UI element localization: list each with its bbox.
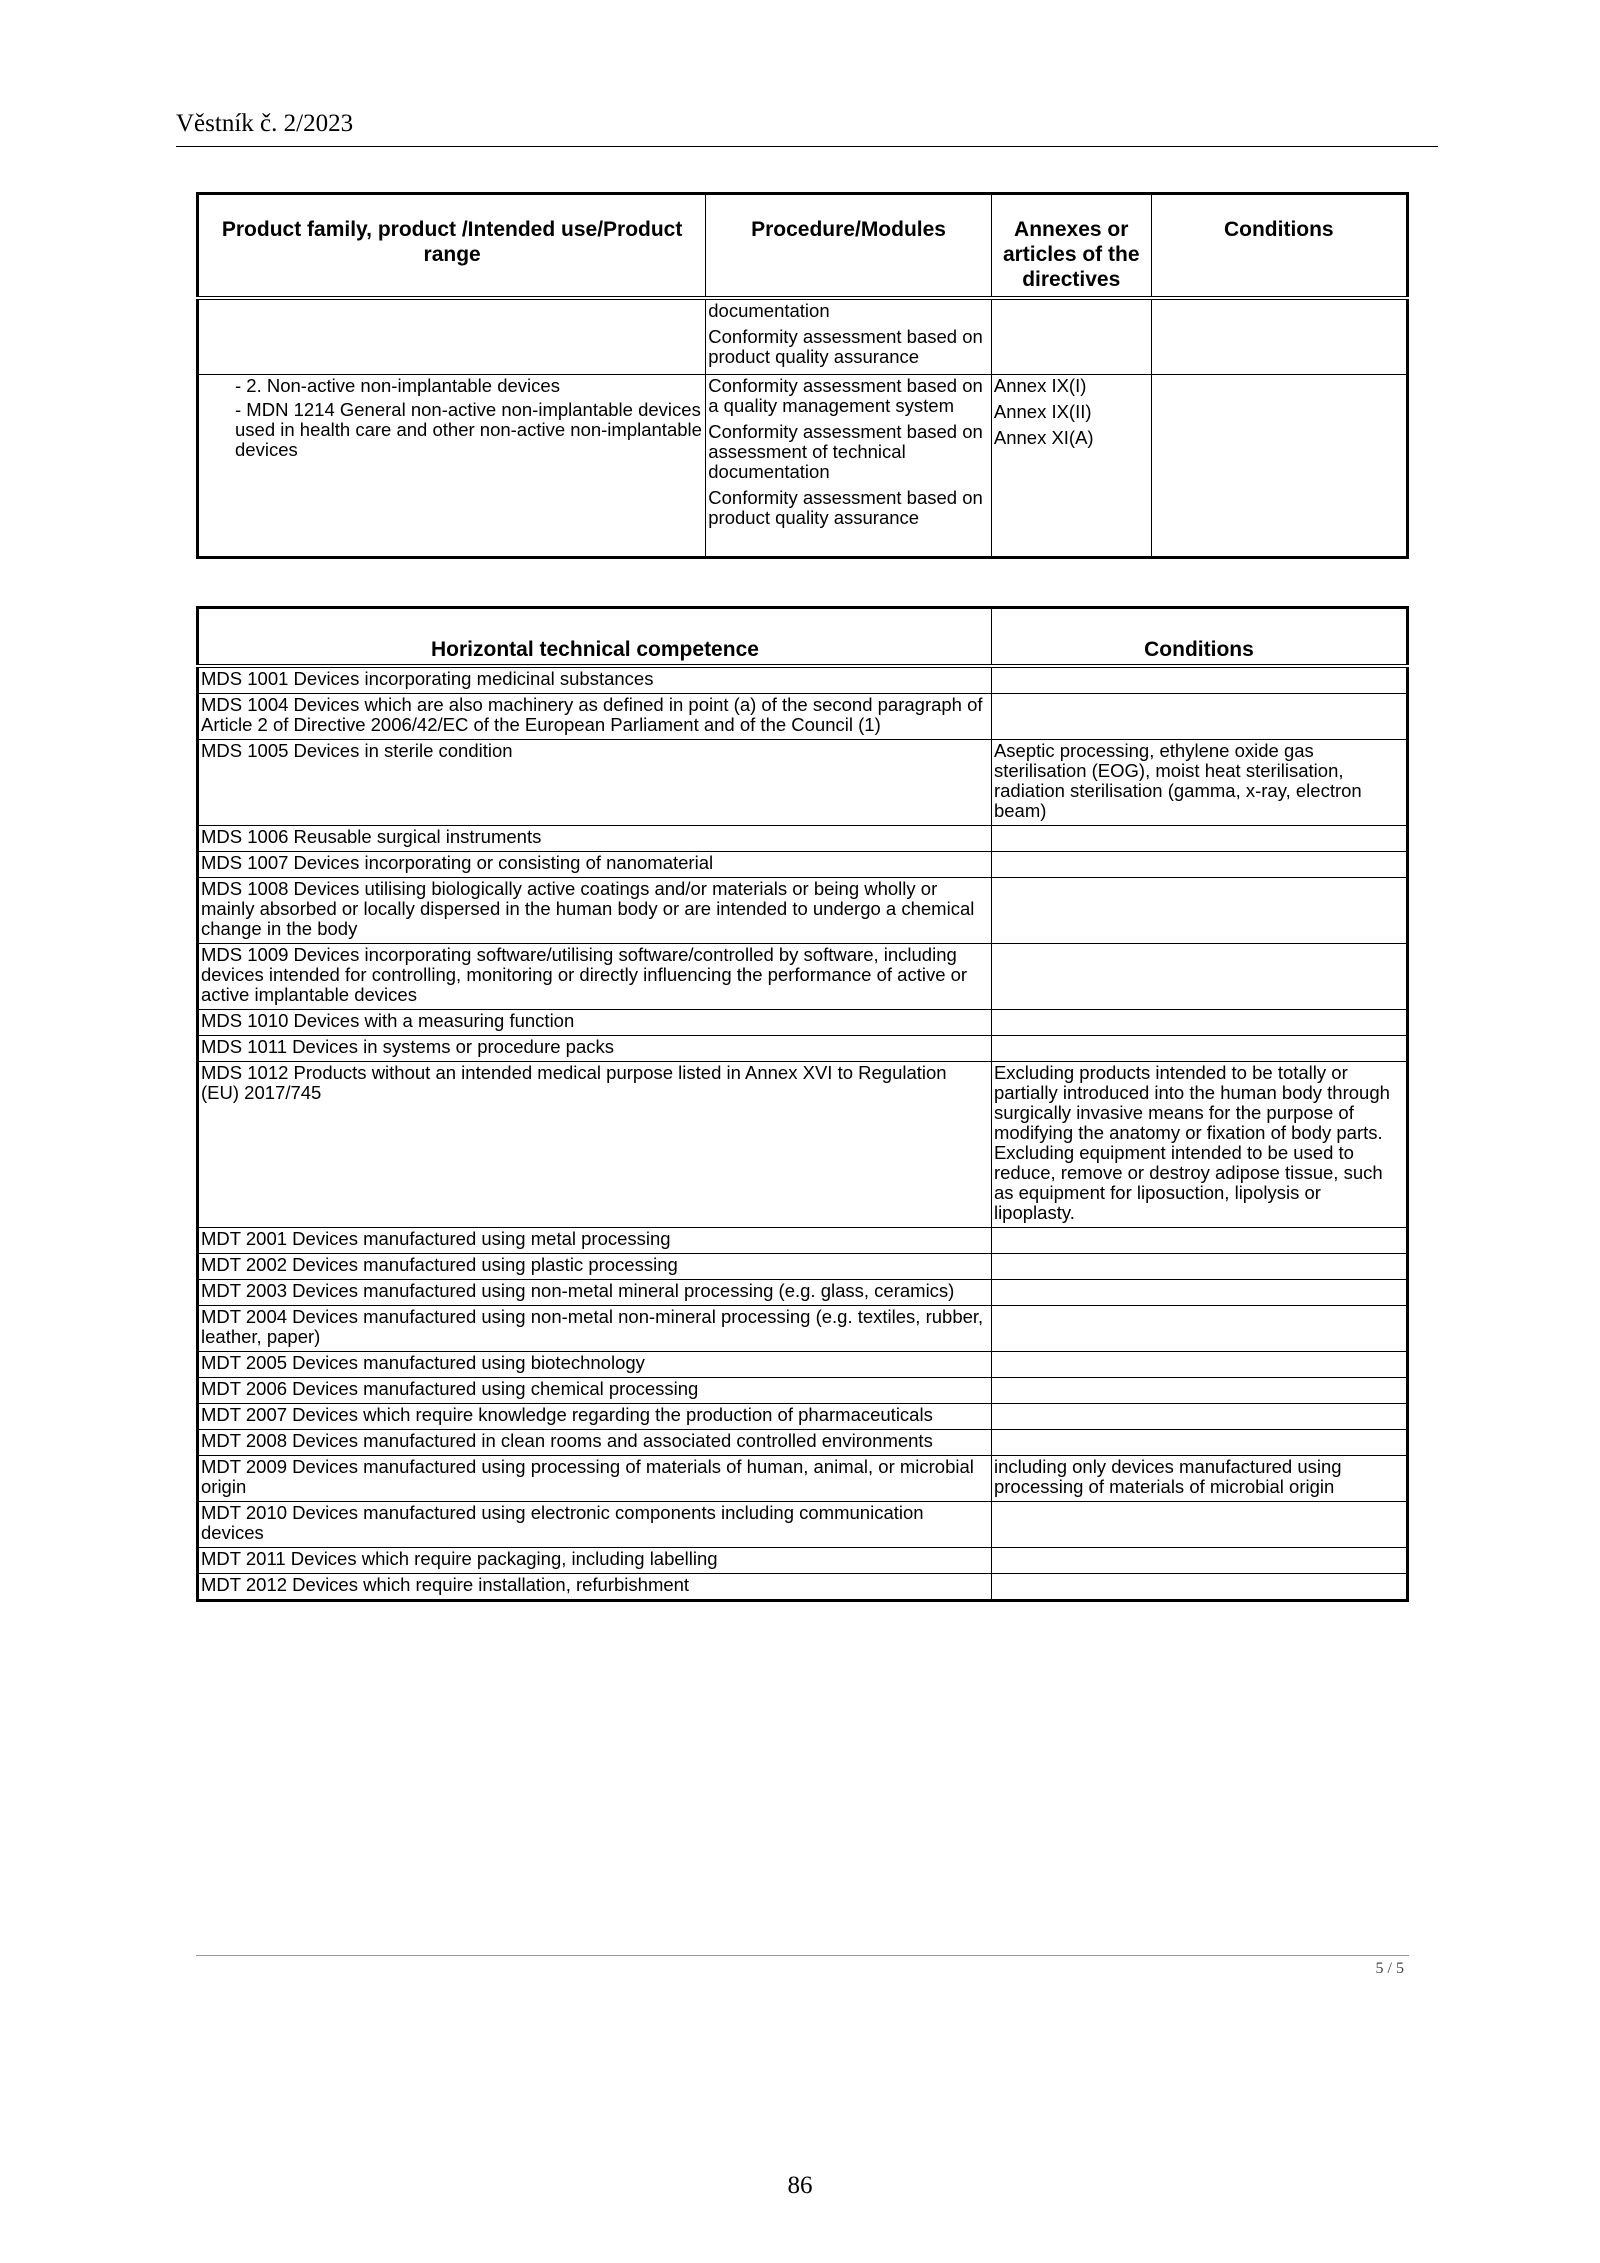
table-row — [198, 1404, 1408, 1430]
conditions-cell — [991, 852, 1407, 878]
table-header-row — [198, 194, 1408, 299]
conditions-cell — [991, 694, 1407, 740]
horizontal-competence-table — [196, 606, 1409, 1602]
table-row — [198, 1010, 1408, 1036]
conditions-cell — [991, 1378, 1407, 1404]
annex-text: Annex IX(I) — [993, 374, 1087, 396]
footer-rule — [196, 1955, 1409, 1956]
table-row — [198, 1574, 1408, 1601]
conditions-cell — [1151, 298, 1407, 374]
procedure-text: Conformity assessment based on product quality assurance — [708, 326, 983, 367]
competence-cell: MDS 1008 Devices utilising biologically active coatings and/or materials or being wholly or mainly absorbed or locally dispersed in the human body or are intended to undergo a chemical change in the body — [198, 878, 992, 944]
table-row — [198, 666, 1408, 694]
competence-cell: MDS 1011 Devices in systems or procedure packs — [198, 1036, 992, 1062]
conditions-cell — [991, 878, 1407, 944]
competence-cell: MDT 2009 Devices manufactured using processing of materials of human, animal, or microbial origin — [198, 1456, 992, 1502]
competence-cell: MDS 1009 Devices incorporating software/utilising software/controlled by software, including devices intended for controlling, monitoring or directly influencing the performance of active or active implantable devices — [198, 944, 992, 1010]
competence-cell: MDT 2002 Devices manufactured using plastic processing — [198, 1254, 992, 1280]
table-row — [198, 1280, 1408, 1306]
conditions-cell — [991, 1010, 1407, 1036]
header-rule — [176, 146, 1438, 147]
product-procedure-table — [196, 192, 1409, 559]
table-header-row — [198, 608, 1408, 667]
competence-cell: MDS 1001 Devices incorporating medicinal substances — [198, 666, 992, 694]
annex-text: Annex XI(A) — [993, 426, 1094, 448]
conditions-cell — [991, 1036, 1407, 1062]
procedure-text: documentation — [708, 300, 830, 321]
competence-cell: MDT 2008 Devices manufactured in clean rooms and associated controlled environments — [198, 1430, 992, 1456]
competence-cell: MDS 1005 Devices in sterile condition — [198, 740, 992, 826]
table-row — [198, 694, 1408, 740]
competence-cell: MDT 2005 Devices manufactured using biotechnology — [198, 1352, 992, 1378]
competence-cell: MDT 2011 Devices which require packaging, including labelling — [198, 1548, 992, 1574]
conditions-cell — [991, 666, 1407, 694]
annex-text: Annex IX(II) — [993, 400, 1092, 422]
table-row — [198, 826, 1408, 852]
conditions-cell — [991, 826, 1407, 852]
col-header-procedure: Procedure/Modules — [706, 194, 992, 299]
annex-cell — [991, 298, 1151, 374]
procedure-cell — [706, 298, 992, 374]
procedure-cell — [706, 374, 992, 557]
table-row — [198, 1036, 1408, 1062]
table-row — [198, 852, 1408, 878]
table-row — [198, 1062, 1408, 1228]
annex-cell — [991, 374, 1151, 557]
conditions-cell — [991, 1280, 1407, 1306]
product-cell — [198, 374, 706, 557]
competence-cell: MDS 1012 Products without an intended medical purpose listed in Annex XVI to Regulation (EU) 2017/745 — [198, 1062, 992, 1228]
competence-cell: MDT 2010 Devices manufactured using electronic components including communication devices — [198, 1502, 992, 1548]
journal-title: Věstník č. 2/2023 — [176, 110, 354, 137]
product-cell — [198, 298, 706, 374]
product-family-text: - 2. Non-active non-implantable devices — [235, 374, 560, 396]
conditions-cell — [991, 1404, 1407, 1430]
conditions-cell — [1151, 374, 1407, 557]
competence-cell: MDS 1006 Reusable surgical instruments — [198, 826, 992, 852]
col-header-conditions: Conditions — [1151, 194, 1407, 299]
product-text: - MDN 1214 General non-active non-implantable devices used in health care and other non-active non-implantable devices — [235, 398, 702, 460]
table-row — [198, 374, 1408, 557]
col-header-conditions: Conditions — [991, 608, 1407, 667]
procedure-text: Conformity assessment based on product quality assurance — [708, 486, 983, 528]
conditions-cell — [991, 1502, 1407, 1548]
competence-cell: MDT 2001 Devices manufactured using metal processing — [198, 1228, 992, 1254]
table-row — [198, 1228, 1408, 1254]
table-row — [198, 1306, 1408, 1352]
conditions-cell: including only devices manufactured using processing of materials of microbial origin — [991, 1456, 1407, 1502]
col-header-product: Product family, product /Intended use/Product range — [198, 194, 706, 299]
table-row — [198, 1378, 1408, 1404]
page-number: 86 — [787, 2172, 813, 2199]
conditions-cell — [991, 944, 1407, 1010]
competence-cell: MDS 1007 Devices incorporating or consisting of nanomaterial — [198, 852, 992, 878]
col-header-annexes: Annexes or articles of the directives — [991, 194, 1151, 299]
conditions-cell: Excluding products intended to be totally or partially introduced into the human body through surgically invasive means for the purpose of modifying the anatomy or fixation of body parts. Excluding equipment intended to be used to reduce, remove or destroy adipose tissue, such as equipment for liposuction, lipolysis or lipoplasty. — [991, 1062, 1407, 1228]
competence-cell: MDT 2007 Devices which require knowledge regarding the production of pharmaceuticals — [198, 1404, 992, 1430]
table-row — [198, 1502, 1408, 1548]
conditions-cell — [991, 1228, 1407, 1254]
competence-cell: MDT 2012 Devices which require installation, refurbishment — [198, 1574, 992, 1601]
conditions-cell — [991, 1430, 1407, 1456]
conditions-cell — [991, 1306, 1407, 1352]
table-row — [198, 1430, 1408, 1456]
conditions-cell — [991, 1548, 1407, 1574]
competence-cell: MDT 2003 Devices manufactured using non-metal mineral processing (e.g. glass, ceramics) — [198, 1280, 992, 1306]
conditions-cell: Aseptic processing, ethylene oxide gas sterilisation (EOG), moist heat sterilisation, radiation sterilisation (gamma, x-ray, electron beam) — [991, 740, 1407, 826]
competence-cell: MDS 1004 Devices which are also machinery as defined in point (a) of the second paragraph of Article 2 of Directive 2006/42/EC of the European Parliament and of the Council (1) — [198, 694, 992, 740]
procedure-text: Conformity assessment based on assessment of technical documentation — [708, 420, 983, 482]
col-header-competence: Horizontal technical competence — [198, 608, 992, 667]
conditions-cell — [991, 1574, 1407, 1601]
table-row — [198, 298, 1408, 374]
table-row — [198, 944, 1408, 1010]
conditions-cell — [991, 1352, 1407, 1378]
competence-cell: MDS 1010 Devices with a measuring function — [198, 1010, 992, 1036]
competence-cell: MDT 2004 Devices manufactured using non-metal non-mineral processing (e.g. textiles, rubber, leather, paper) — [198, 1306, 992, 1352]
table-row — [198, 1456, 1408, 1502]
table-row — [198, 1254, 1408, 1280]
procedure-text: Conformity assessment based on a quality management system — [708, 374, 983, 416]
competence-cell: MDT 2006 Devices manufactured using chemical processing — [198, 1378, 992, 1404]
table-row — [198, 740, 1408, 826]
page-of-indicator: 5 / 5 — [1375, 1960, 1404, 1977]
table-row — [198, 1548, 1408, 1574]
conditions-cell — [991, 1254, 1407, 1280]
table-row — [198, 878, 1408, 944]
table-row — [198, 1352, 1408, 1378]
